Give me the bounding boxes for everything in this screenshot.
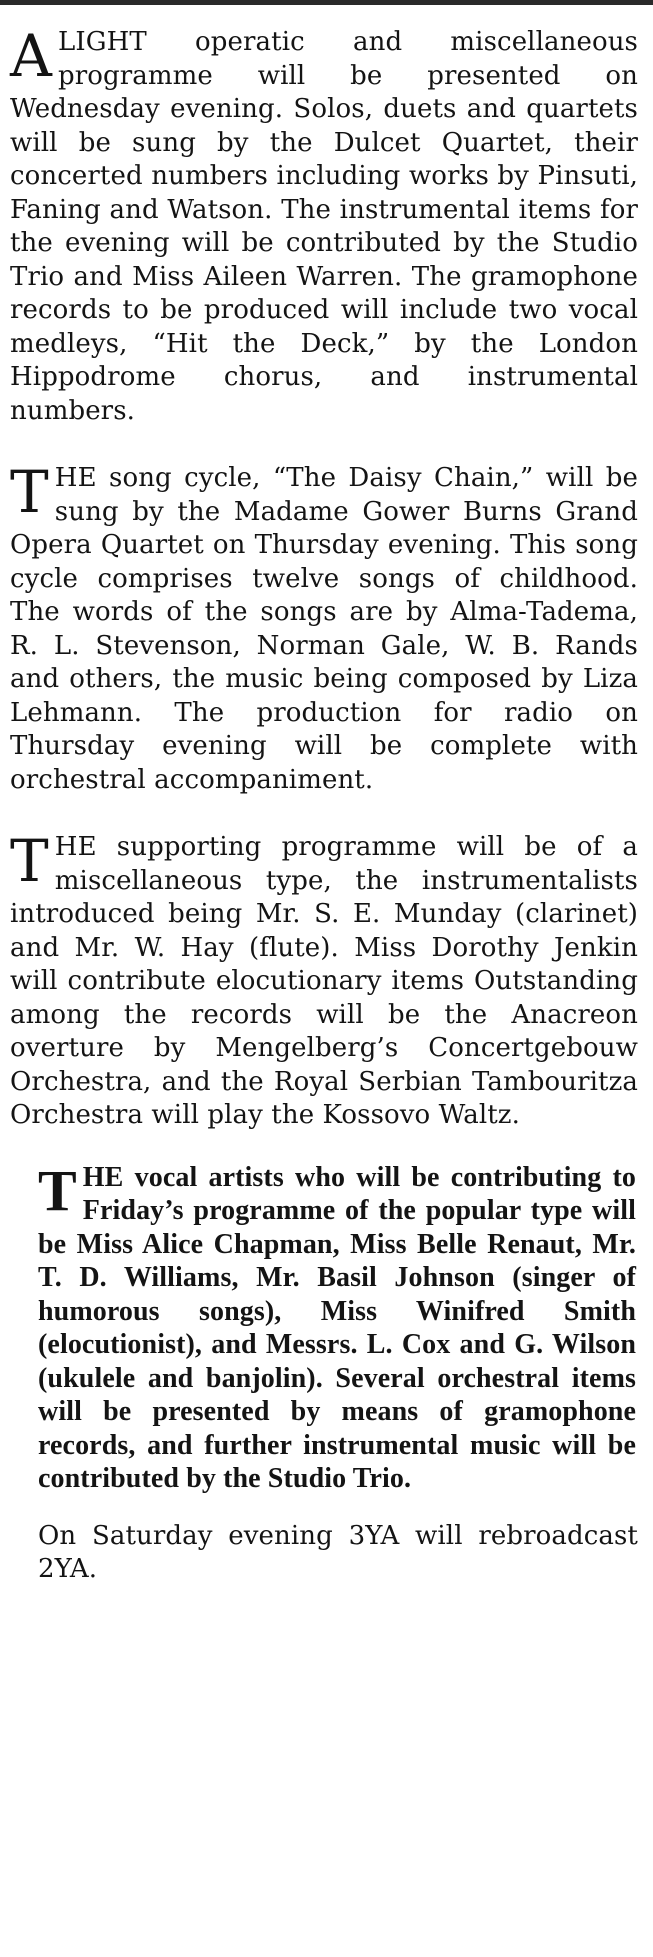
paragraph-text: LIGHT operatic and miscellaneous programme will be presented on Wednesday evening. Solos, duets and quartets will be sung by the Dulcet Quartet, their concerted numbers including works by Pinsuti, Faning and Watson. The instrumental items for the evening will be contributed by the Studio Trio and Miss Aileen Warren. The gramophone records to be produced will include two vocal medleys, “Hit the Deck,” by the London Hippodrome chorus, and instrumental numbers. bbox=[10, 27, 638, 426]
article bbox=[10, 22, 638, 1623]
drop-cap: T bbox=[10, 458, 49, 526]
paragraph-supporting-programme bbox=[10, 827, 638, 1133]
paragraph-saturday bbox=[38, 1520, 638, 1587]
paragraph-text: HE vocal artists who will be contributing to Friday’s programme of the popular type will be Miss Alice Chapman, Miss Belle Renaut, Mr. T. D. Williams, Mr. Basil Johnson (singer of humorous songs), Miss Winifred Smith (elocutionist), and Messrs. L. Cox and G. Wilson (ukulele and banjolin). Several orchestral items will be presented by means of gramophone records, and further instrumental music will be contributed by the Studio Trio. bbox=[38, 1161, 636, 1494]
paragraph-text: HE supporting programme will be of a miscellaneous type, the instrumentalists introduced being Mr. S. E. Munday (clarinet) and Mr. W. Hay (flute). Miss Dorothy Jenkin will contribute elocutionary items Outstanding among the records will be the Anacreon overture by Mengelberg’s Concertgebouw Orchestra, and the Royal Serbian Tambouritza Orchestra will play the Kossovo Waltz. bbox=[10, 832, 638, 1130]
paragraph-friday bbox=[38, 1157, 636, 1496]
drop-cap: T bbox=[38, 1157, 77, 1223]
paragraph-wednesday bbox=[10, 22, 638, 428]
top-rule bbox=[0, 0, 653, 5]
paragraph-text: On Saturday evening 3YA will rebroadcast 2YA. bbox=[38, 1520, 638, 1584]
paragraph-thursday bbox=[10, 458, 638, 797]
drop-cap: T bbox=[10, 827, 49, 895]
paragraph-text: HE song cycle, “The Daisy Chain,” will be sung by the Madame Gower Burns Grand Opera Quartet on Thursday evening. This song cycle comprises twelve songs of childhood. The words of the songs are by Alma-Tadema, R. L. Stevenson, Norman Gale, W. B. Rands and others, the music being composed by Liza Lehmann. The production for radio on Thursday evening will be complete with orchestral accompaniment. bbox=[10, 463, 638, 795]
drop-cap: A bbox=[10, 22, 52, 90]
